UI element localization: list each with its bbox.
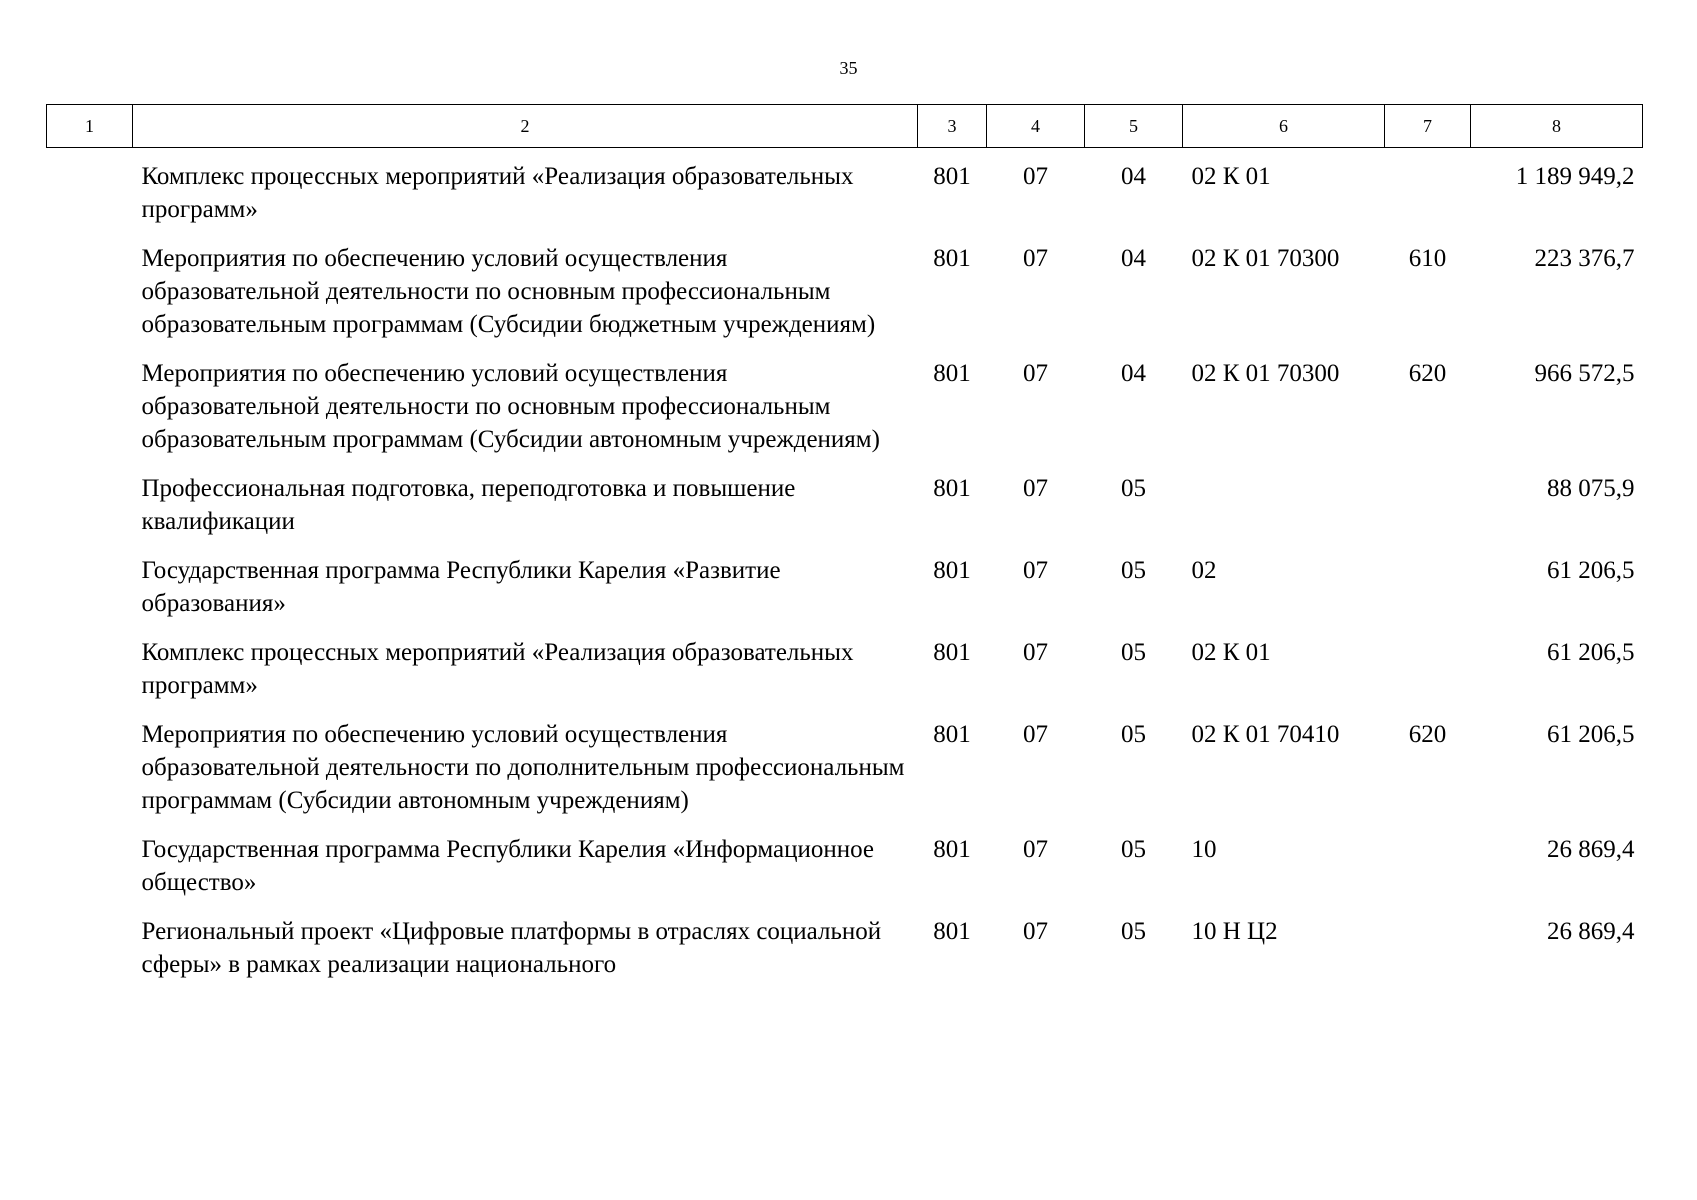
row-ministry-code: 801 [933,721,971,748]
table-row [47,718,1643,833]
row-target-code: 02 К 01 [1191,163,1271,190]
row-target-code: 02 К 01 70410 [1191,721,1340,748]
row-expense-type [1385,833,1471,915]
header-col-7: 7 [1385,105,1471,148]
row-subsection-code: 04 [1121,360,1146,387]
row-subsection-code: 05 [1121,639,1146,666]
row-amount: 26 869,4 [1547,918,1635,945]
row-index-cell [47,472,133,554]
row-target-code: 10 Н Ц2 [1191,918,1278,945]
table-row [47,915,1643,997]
row-name-cell: Мероприятия по обеспечению условий осуществления образовательной деятельности по основным профессиональным образовательным программам (Субсидии автономным учреждениям) [141,360,880,453]
row-section-code: 07 [1023,475,1048,502]
header-col-5: 5 [1085,105,1183,148]
row-expense-type: 620 [1408,721,1447,748]
row-name-cell: Государственная программа Республики Карелия «Развитие образования» [141,557,781,617]
row-amount: 1 189 949,2 [1515,163,1635,190]
row-amount: 61 206,5 [1547,639,1635,666]
row-amount: 61 206,5 [1547,557,1635,584]
row-name-cell: Комплекс процессных мероприятий «Реализация образовательных программ» [141,639,854,699]
row-target-code: 02 К 01 70300 [1191,360,1340,387]
row-amount: 26 869,4 [1547,836,1635,863]
row-amount: 966 572,5 [1534,360,1635,387]
row-subsection-code: 05 [1121,557,1146,584]
row-section-code: 07 [1023,836,1048,863]
row-name-cell: Мероприятия по обеспечению условий осуществления образовательной деятельности по основным профессиональным образовательным программам (Субсидии бюджетным учреждениям) [141,245,876,338]
header-col-8: 8 [1471,105,1643,148]
row-index-cell [47,718,133,833]
row-section-code: 07 [1023,245,1048,272]
row-index-cell [47,636,133,718]
row-target-code: 02 К 01 70300 [1191,245,1340,272]
row-subsection-code: 05 [1121,918,1146,945]
header-row [47,105,1643,148]
row-ministry-code: 801 [933,918,971,945]
row-subsection-code: 05 [1121,721,1146,748]
header-col-6: 6 [1183,105,1385,148]
row-ministry-code: 801 [933,836,971,863]
row-name-cell: Мероприятия по обеспечению условий осуществления образовательной деятельности по дополнительным профессиональным программам (Субсидии автономным учреждениям) [141,721,905,814]
row-expense-type: 620 [1408,360,1447,387]
row-ministry-code: 801 [933,557,971,584]
row-section-code: 07 [1023,163,1048,190]
row-expense-type [1385,148,1471,243]
row-name-cell: Комплекс процессных мероприятий «Реализация образовательных программ» [141,163,854,223]
row-name-cell: Региональный проект «Цифровые платформы в отраслях социальной сферы» в рамках реализации национального [141,918,882,978]
row-target-code: 02 [1191,557,1217,584]
row-name-cell: Профессиональная подготовка, переподготовка и повышение квалификации [141,475,796,535]
header-col-1: 1 [47,105,133,148]
row-amount: 61 206,5 [1547,721,1635,748]
row-index-cell [47,242,133,357]
budget-table [46,104,1643,997]
table-row [47,357,1643,472]
row-ministry-code: 801 [933,163,971,190]
row-target-code: 02 К 01 [1191,639,1271,666]
row-subsection-code: 04 [1121,163,1146,190]
row-expense-type [1385,554,1471,636]
table-row [47,472,1643,554]
row-target-code [1183,472,1385,554]
row-expense-type [1385,915,1471,997]
row-expense-type [1385,472,1471,554]
row-index-cell [47,357,133,472]
row-section-code: 07 [1023,721,1048,748]
table-header [47,105,1643,148]
row-section-code: 07 [1023,918,1048,945]
row-section-code: 07 [1023,639,1048,666]
row-amount: 88 075,9 [1547,475,1635,502]
row-name-cell: Государственная программа Республики Карелия «Информационное общество» [141,836,875,896]
row-amount: 223 376,7 [1534,245,1635,272]
table-row [47,554,1643,636]
table-row [47,148,1643,243]
header-col-4: 4 [987,105,1085,148]
row-expense-type [1385,636,1471,718]
table-row [47,636,1643,718]
table-body [47,148,1643,998]
table-row [47,833,1643,915]
row-subsection-code: 04 [1121,245,1146,272]
row-target-code: 10 [1191,836,1217,863]
row-ministry-code: 801 [933,639,971,666]
header-col-3: 3 [918,105,987,148]
row-index-cell [47,148,133,243]
row-subsection-code: 05 [1121,836,1146,863]
row-index-cell [47,915,133,997]
row-index-cell [47,833,133,915]
row-subsection-code: 05 [1121,475,1146,502]
table-row [47,242,1643,357]
header-col-2: 2 [133,105,918,148]
row-ministry-code: 801 [933,360,971,387]
row-ministry-code: 801 [933,245,971,272]
row-ministry-code: 801 [933,475,971,502]
row-expense-type: 610 [1408,245,1447,272]
page-number: 35 [839,58,858,78]
row-section-code: 07 [1023,360,1048,387]
row-index-cell [47,554,133,636]
row-section-code: 07 [1023,557,1048,584]
